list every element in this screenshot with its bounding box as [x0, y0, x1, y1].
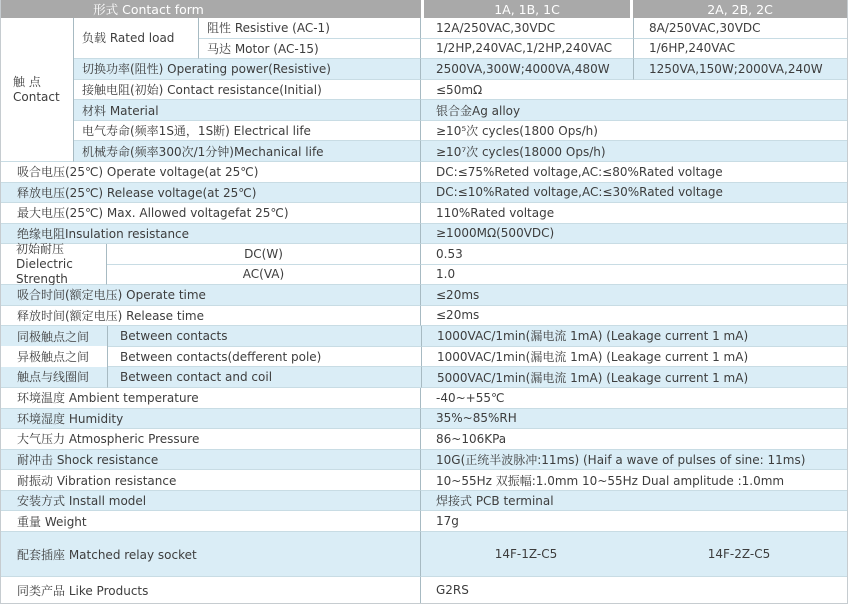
material-label: 材料 Material — [74, 100, 421, 121]
header-group-1abc: 1A, 1B, 1C — [424, 0, 630, 18]
withstand-label-2-cn: 异极触点之间 — [1, 346, 107, 366]
matched-socket-row — [1, 532, 847, 577]
table-row-material — [74, 100, 847, 121]
max-voltage-value: 110%Rated voltage — [421, 203, 847, 224]
mechanical-life-value: ≥10⁷次 cycles(18000 Ops/h) — [421, 141, 847, 162]
release-voltage-label: 释放电压(25℃) Release voltage(at 25℃) — [1, 183, 421, 204]
release-time-label: 释放时间(额定电压) Release time — [1, 306, 421, 327]
between-contacts-different-pole-value: 1000VAC/1min(漏电流 1mA) (Leakage current 1 mA) — [422, 347, 847, 368]
table-row-vibration-resistance — [1, 470, 847, 491]
electrical-life-label: 电气寿命(频率1S通，1S断) Electrical life — [74, 121, 421, 142]
atmospheric-pressure-value: 86~106KPa — [421, 429, 847, 450]
dielectric-ac-label: AC(VA) — [107, 265, 421, 286]
table-row-dielectric-dc — [107, 244, 847, 265]
release-time-value: ≤20ms — [421, 306, 847, 327]
operate-voltage-label: 吸合电压(25℃) Operate voltage(at 25℃) — [1, 162, 421, 183]
like-products-label: 同类产品 Like Products — [1, 577, 421, 603]
table-row-max-voltage — [1, 203, 847, 224]
between-contacts-different-pole-label: Between contacts(defferent pole) — [108, 347, 422, 368]
table-row-install-model — [1, 491, 847, 512]
like-products-row — [1, 577, 847, 603]
operate-voltage-value: DC:≤75%Reted voltage,AC:≤80%Rated voltage — [421, 162, 847, 183]
operating-power-value-1: 2500VA,300W;4000VA,480W — [421, 59, 633, 80]
vibration-resistance-label: 耐振动 Vibration resistance — [1, 470, 421, 491]
table-header — [1, 0, 847, 18]
table-row-operate-time — [1, 285, 847, 306]
contact-resistance-label: 接触电阻(初始) Contact resistance(Initial) — [74, 80, 421, 101]
table-row-contact-resistance — [74, 80, 847, 101]
table-row-insulation-resistance — [1, 224, 847, 245]
rated-load-subsection — [74, 18, 847, 59]
environment-section — [1, 388, 847, 532]
electrical-life-value: ≥10⁵次 cycles(1800 Ops/h) — [421, 121, 847, 142]
weight-label: 重量 Weight — [1, 511, 421, 532]
withstand-section — [1, 326, 847, 388]
like-products-value: G2RS — [436, 583, 469, 597]
resistive-value-2: 8A/250VAC,30VDC — [633, 18, 847, 39]
table-row-weight — [1, 511, 847, 532]
withstand-label-3-cn: 触点与线圈间 — [1, 367, 107, 387]
table-row-release-time — [1, 306, 847, 327]
dielectric-ac-value: 1.0 — [421, 265, 847, 286]
ambient-temperature-value: -40~+55℃ — [421, 388, 847, 409]
ambient-temperature-label: 环境温度 Ambient temperature — [1, 388, 421, 409]
voltage-section — [1, 162, 847, 244]
dielectric-label-en2: Strength — [16, 271, 68, 286]
table-row-resistive — [199, 18, 847, 39]
table-row-shock-resistance — [1, 450, 847, 471]
between-contact-and-coil-value: 5000VAC/1min(漏电流 1mA) (Leakage current 1 mA) — [422, 367, 847, 388]
table-row-ambient-temperature — [1, 388, 847, 409]
weight-value: 17g — [421, 511, 847, 532]
insulation-resistance-label: 绝缘电阻Insulation resistance — [1, 224, 421, 245]
rated-load-label: 负载 Rated load — [82, 30, 175, 45]
header-group-2abc: 2A, 2B, 2C — [633, 0, 847, 18]
operate-time-label: 吸合时间(额定电压) Operate time — [1, 285, 421, 306]
table-row-humidity — [1, 409, 847, 430]
between-contacts-label: Between contacts — [108, 326, 422, 347]
header-contact-form: 形式 Contact form — [1, 0, 421, 18]
resistive-label: 阻性 Resistive (AC-1) — [199, 18, 421, 39]
between-contacts-value: 1000VAC/1min(漏电流 1mA) (Leakage current 1 mA) — [422, 326, 847, 347]
time-section — [1, 285, 847, 326]
operating-power-value-2: 1250VA,150W;2000VA,240W — [633, 59, 847, 80]
mechanical-life-label: 机械寿命(频率300次/1分钟)Mechanical life — [74, 141, 421, 162]
max-voltage-label: 最大电压(25℃) Max. Allowed voltagefat 25℃) — [1, 203, 421, 224]
table-row-dielectric-ac — [107, 265, 847, 286]
shock-resistance-label: 耐冲击 Shock resistance — [1, 450, 421, 471]
rated-load-label-cell — [74, 18, 199, 59]
humidity-label: 环境湿度 Humidity — [1, 409, 421, 430]
dielectric-label-en1: Dielectric — [16, 256, 73, 271]
table-row-mechanical-life — [74, 141, 847, 162]
operate-time-value: ≤20ms — [421, 285, 847, 306]
contact-resistance-value: ≤50mΩ — [421, 80, 847, 101]
dielectric-label-cn: 初始耐压 — [16, 241, 65, 256]
dielectric-group-label — [1, 241, 107, 286]
install-model-label: 安装方式 Install model — [1, 491, 421, 512]
motor-label: 马达 Motor (AC-15) — [199, 39, 421, 60]
dielectric-dc-label: DC(W) — [107, 244, 421, 265]
withstand-group-labels — [1, 326, 108, 388]
operating-power-label: 切换功率(阻性) Operating power(Resistive) — [74, 59, 421, 80]
vibration-resistance-value: 10~55Hz 双振幅:1.0mm 10~55Hz Dual amplitude :1.0mm — [421, 470, 847, 491]
table-row-operate-voltage — [1, 162, 847, 183]
table-row-between-contacts-different-pole — [108, 347, 847, 368]
table-row-between-contacts — [108, 326, 847, 347]
contact-group-label — [1, 18, 74, 162]
humidity-value: 35%~85%RH — [421, 409, 847, 430]
table-row-release-voltage — [1, 183, 847, 204]
shock-resistance-value: 10G(正统半波脉冲:11ms) (Haif a wave of pulses of sine: 11ms) — [421, 450, 847, 471]
release-voltage-value: DC:≤10%Rated voltage,AC:≤30%Rated voltage — [421, 183, 847, 204]
matched-socket-label: 配套插座 Matched relay socket — [1, 532, 421, 577]
motor-value-1: 1/2HP,240VAC,1/2HP,240VAC — [421, 39, 633, 60]
matched-socket-value-1: 14F-1Z-C5 — [421, 532, 631, 577]
dielectric-dc-value: 0.53 — [421, 244, 847, 265]
contact-label-cn: 触 点 — [13, 74, 41, 89]
table-row-between-contact-and-coil — [108, 367, 847, 388]
between-contact-and-coil-label: Between contact and coil — [108, 367, 422, 388]
matched-socket-value-2: 14F-2Z-C5 — [631, 532, 847, 577]
contact-section — [1, 18, 847, 162]
install-model-value: 焊接式 PCB terminal — [421, 491, 847, 512]
withstand-label-1-cn: 同极触点之间 — [1, 326, 107, 346]
material-value: 银合金Ag alloy — [421, 100, 847, 121]
motor-value-2: 1/6HP,240VAC — [633, 39, 847, 60]
resistive-value-1: 12A/250VAC,30VDC — [421, 18, 633, 39]
table-row-operating-power — [74, 59, 847, 80]
insulation-resistance-value: ≥1000MΩ(500VDC) — [421, 224, 847, 245]
table-row-electrical-life — [74, 121, 847, 142]
table-row-atmospheric-pressure — [1, 429, 847, 450]
dielectric-section — [1, 241, 847, 286]
atmospheric-pressure-label: 大气压力 Atmospheric Pressure — [1, 429, 421, 450]
contact-label-en: Contact — [13, 89, 60, 104]
table-row-motor — [199, 39, 847, 60]
